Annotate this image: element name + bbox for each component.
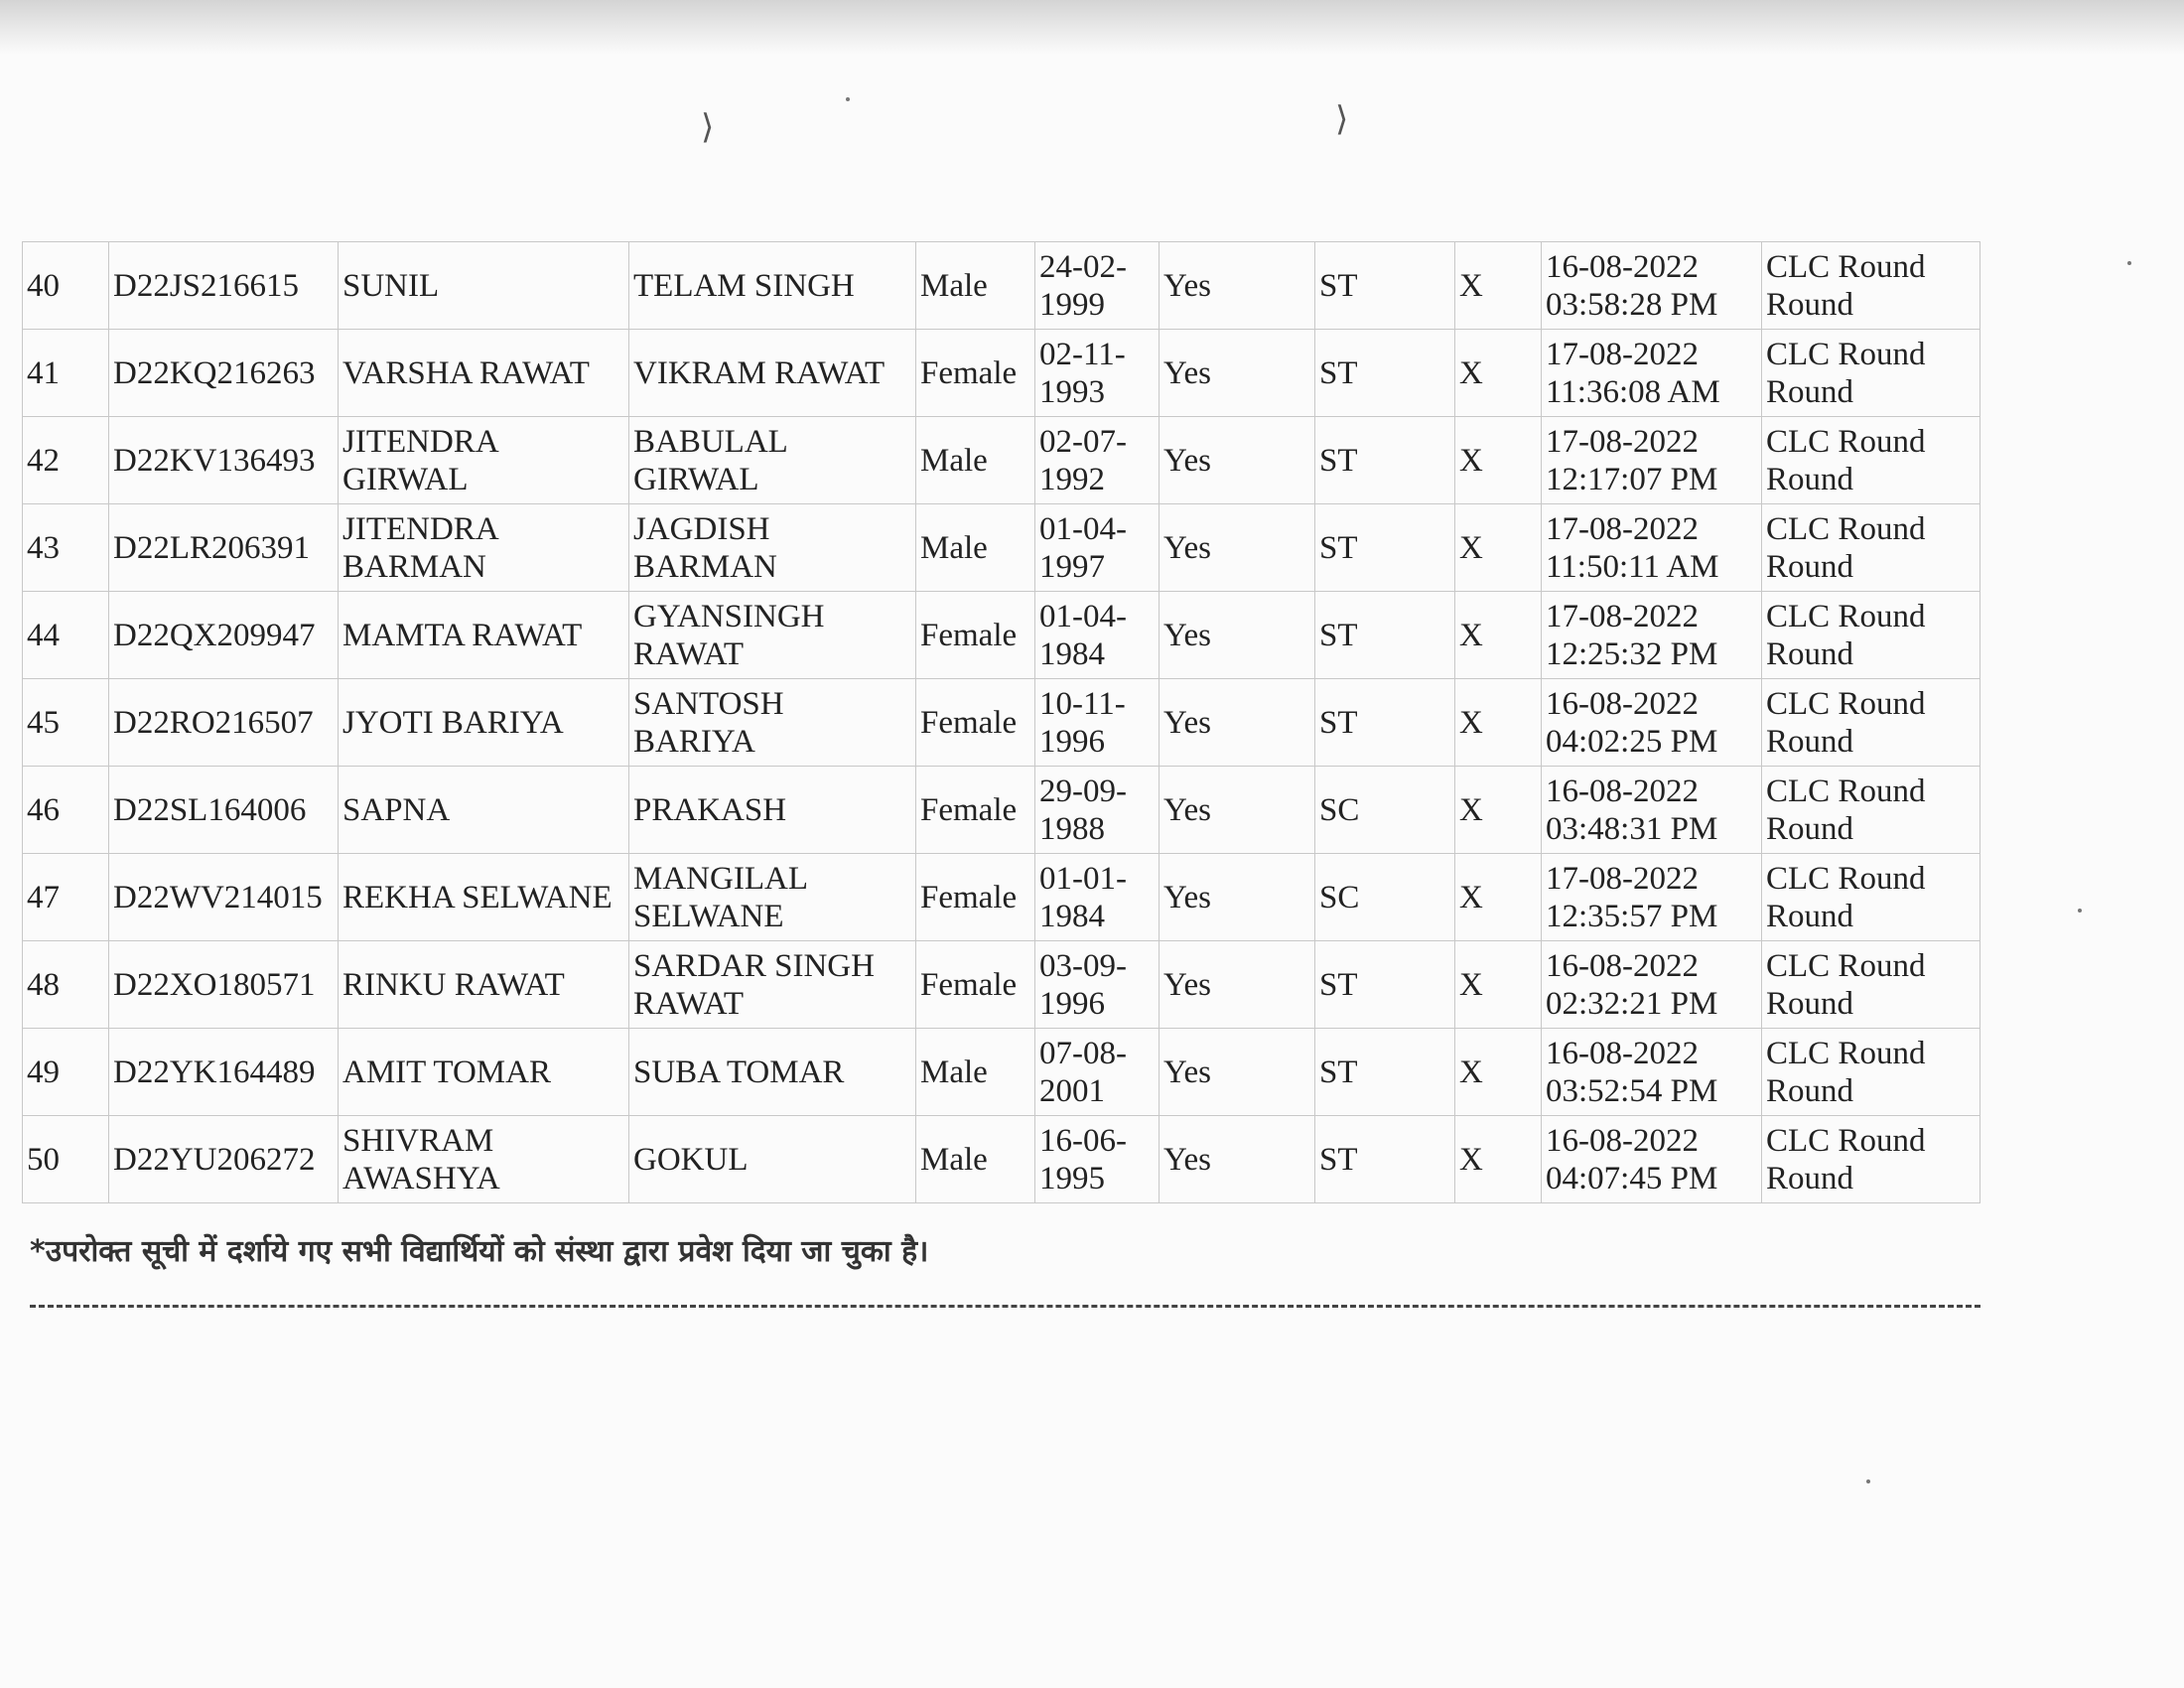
admission-list-table <box>22 241 1980 1203</box>
student-name-cell: RINKU RAWAT <box>339 941 629 1029</box>
application-id-cell: D22XO180571 <box>109 941 339 1029</box>
mark-cell: X <box>1455 242 1542 330</box>
round-cell: CLC Round Round <box>1762 1116 1980 1203</box>
table-row <box>23 592 1980 679</box>
mark-cell: X <box>1455 1029 1542 1116</box>
round-cell: CLC Round Round <box>1762 504 1980 592</box>
eligibility-cell: Yes <box>1160 679 1315 767</box>
gender-cell: Male <box>916 242 1035 330</box>
student-name-cell: MAMTA RAWAT <box>339 592 629 679</box>
table-row <box>23 504 1980 592</box>
application-id-cell: D22KV136493 <box>109 417 339 504</box>
student-name-cell: SUNIL <box>339 242 629 330</box>
timestamp-cell: 17-08-2022 12:35:57 PM <box>1542 854 1762 941</box>
category-cell: ST <box>1315 1029 1455 1116</box>
father-name-cell: VIKRAM RAWAT <box>629 330 916 417</box>
gender-cell: Female <box>916 767 1035 854</box>
application-id-cell: D22SL164006 <box>109 767 339 854</box>
serial-number-cell: 41 <box>23 330 109 417</box>
serial-number-cell: 44 <box>23 592 109 679</box>
gender-cell: Male <box>916 1029 1035 1116</box>
table-row <box>23 854 1980 941</box>
category-cell: SC <box>1315 767 1455 854</box>
father-name-cell: MANGILAL SELWANE <box>629 854 916 941</box>
father-name-cell: JAGDISH BARMAN <box>629 504 916 592</box>
eligibility-cell: Yes <box>1160 592 1315 679</box>
category-cell: SC <box>1315 854 1455 941</box>
round-cell: CLC Round Round <box>1762 417 1980 504</box>
application-id-cell: D22JS216615 <box>109 242 339 330</box>
mark-cell: X <box>1455 941 1542 1029</box>
round-cell: CLC Round Round <box>1762 854 1980 941</box>
gender-cell: Female <box>916 854 1035 941</box>
table-body <box>23 242 1980 1203</box>
application-id-cell: D22LR206391 <box>109 504 339 592</box>
father-name-cell: SUBA TOMAR <box>629 1029 916 1116</box>
category-cell: ST <box>1315 330 1455 417</box>
mark-cell: X <box>1455 504 1542 592</box>
mark-cell: X <box>1455 679 1542 767</box>
timestamp-cell: 17-08-2022 11:50:11 AM <box>1542 504 1762 592</box>
father-name-cell: BABULAL GIRWAL <box>629 417 916 504</box>
timestamp-cell: 17-08-2022 12:17:07 PM <box>1542 417 1762 504</box>
date-of-birth-cell: 01-04-1997 <box>1035 504 1160 592</box>
student-name-cell: JITENDRA BARMAN <box>339 504 629 592</box>
scan-speck <box>2127 261 2131 265</box>
serial-number-cell: 46 <box>23 767 109 854</box>
scan-speck <box>1866 1479 1870 1483</box>
mark-cell: X <box>1455 417 1542 504</box>
table-row <box>23 1029 1980 1116</box>
scan-top-shadow <box>0 0 2184 55</box>
serial-number-cell: 49 <box>23 1029 109 1116</box>
gender-cell: Male <box>916 504 1035 592</box>
category-cell: ST <box>1315 1116 1455 1203</box>
round-cell: CLC Round Round <box>1762 941 1980 1029</box>
father-name-cell: TELAM SINGH <box>629 242 916 330</box>
mark-cell: X <box>1455 1116 1542 1203</box>
table-row <box>23 330 1980 417</box>
eligibility-cell: Yes <box>1160 330 1315 417</box>
timestamp-cell: 16-08-2022 02:32:21 PM <box>1542 941 1762 1029</box>
category-cell: ST <box>1315 417 1455 504</box>
date-of-birth-cell: 16-06-1995 <box>1035 1116 1160 1203</box>
date-of-birth-cell: 02-07-1992 <box>1035 417 1160 504</box>
eligibility-cell: Yes <box>1160 1029 1315 1116</box>
timestamp-cell: 17-08-2022 11:36:08 AM <box>1542 330 1762 417</box>
round-cell: CLC Round Round <box>1762 592 1980 679</box>
round-cell: CLC Round Round <box>1762 242 1980 330</box>
timestamp-cell: 16-08-2022 03:58:28 PM <box>1542 242 1762 330</box>
student-name-cell: JYOTI BARIYA <box>339 679 629 767</box>
eligibility-cell: Yes <box>1160 504 1315 592</box>
punch-hole-mark-right: ⟩ <box>1335 99 1349 139</box>
application-id-cell: D22QX209947 <box>109 592 339 679</box>
student-name-cell: REKHA SELWANE <box>339 854 629 941</box>
table-row <box>23 417 1980 504</box>
eligibility-cell: Yes <box>1160 854 1315 941</box>
mark-cell: X <box>1455 767 1542 854</box>
table-row <box>23 679 1980 767</box>
date-of-birth-cell: 29-09-1988 <box>1035 767 1160 854</box>
category-cell: ST <box>1315 242 1455 330</box>
eligibility-cell: Yes <box>1160 941 1315 1029</box>
serial-number-cell: 45 <box>23 679 109 767</box>
gender-cell: Female <box>916 592 1035 679</box>
date-of-birth-cell: 07-08-2001 <box>1035 1029 1160 1116</box>
date-of-birth-cell: 10-11-1996 <box>1035 679 1160 767</box>
timestamp-cell: 16-08-2022 03:52:54 PM <box>1542 1029 1762 1116</box>
eligibility-cell: Yes <box>1160 242 1315 330</box>
student-name-cell: SHIVRAM AWASHYA <box>339 1116 629 1203</box>
application-id-cell: D22YU206272 <box>109 1116 339 1203</box>
table-row <box>23 767 1980 854</box>
round-cell: CLC Round Round <box>1762 679 1980 767</box>
gender-cell: Male <box>916 417 1035 504</box>
eligibility-cell: Yes <box>1160 767 1315 854</box>
category-cell: ST <box>1315 679 1455 767</box>
serial-number-cell: 48 <box>23 941 109 1029</box>
serial-number-cell: 50 <box>23 1116 109 1203</box>
admission-footnote: *उपरोक्त सूची में दर्शाये गए सभी विद्यार्थियों को संस्था द्वारा प्रवेश दिया जा चुका है। <box>30 1234 929 1269</box>
scan-speck <box>2078 909 2082 913</box>
round-cell: CLC Round Round <box>1762 767 1980 854</box>
father-name-cell: SARDAR SINGH RAWAT <box>629 941 916 1029</box>
timestamp-cell: 16-08-2022 03:48:31 PM <box>1542 767 1762 854</box>
application-id-cell: D22WV214015 <box>109 854 339 941</box>
date-of-birth-cell: 01-04-1984 <box>1035 592 1160 679</box>
round-cell: CLC Round Round <box>1762 330 1980 417</box>
category-cell: ST <box>1315 592 1455 679</box>
eligibility-cell: Yes <box>1160 1116 1315 1203</box>
student-name-cell: JITENDRA GIRWAL <box>339 417 629 504</box>
mark-cell: X <box>1455 854 1542 941</box>
student-name-cell: SAPNA <box>339 767 629 854</box>
serial-number-cell: 40 <box>23 242 109 330</box>
dashed-divider <box>30 1305 1980 1308</box>
table-row <box>23 1116 1980 1203</box>
punch-hole-mark-left: ⟩ <box>701 107 715 147</box>
mark-cell: X <box>1455 592 1542 679</box>
timestamp-cell: 16-08-2022 04:02:25 PM <box>1542 679 1762 767</box>
gender-cell: Male <box>916 1116 1035 1203</box>
table-row <box>23 242 1980 330</box>
application-id-cell: D22KQ216263 <box>109 330 339 417</box>
gender-cell: Female <box>916 679 1035 767</box>
round-cell: CLC Round Round <box>1762 1029 1980 1116</box>
student-name-cell: VARSHA RAWAT <box>339 330 629 417</box>
father-name-cell: GOKUL <box>629 1116 916 1203</box>
serial-number-cell: 43 <box>23 504 109 592</box>
mark-cell: X <box>1455 330 1542 417</box>
father-name-cell: SANTOSH BARIYA <box>629 679 916 767</box>
scan-speck <box>846 97 850 101</box>
gender-cell: Female <box>916 941 1035 1029</box>
father-name-cell: PRAKASH <box>629 767 916 854</box>
gender-cell: Female <box>916 330 1035 417</box>
father-name-cell: GYANSINGH RAWAT <box>629 592 916 679</box>
serial-number-cell: 47 <box>23 854 109 941</box>
serial-number-cell: 42 <box>23 417 109 504</box>
timestamp-cell: 17-08-2022 12:25:32 PM <box>1542 592 1762 679</box>
date-of-birth-cell: 02-11-1993 <box>1035 330 1160 417</box>
timestamp-cell: 16-08-2022 04:07:45 PM <box>1542 1116 1762 1203</box>
date-of-birth-cell: 24-02-1999 <box>1035 242 1160 330</box>
application-id-cell: D22RO216507 <box>109 679 339 767</box>
date-of-birth-cell: 03-09-1996 <box>1035 941 1160 1029</box>
student-name-cell: AMIT TOMAR <box>339 1029 629 1116</box>
category-cell: ST <box>1315 941 1455 1029</box>
date-of-birth-cell: 01-01-1984 <box>1035 854 1160 941</box>
eligibility-cell: Yes <box>1160 417 1315 504</box>
table-row <box>23 941 1980 1029</box>
category-cell: ST <box>1315 504 1455 592</box>
application-id-cell: D22YK164489 <box>109 1029 339 1116</box>
